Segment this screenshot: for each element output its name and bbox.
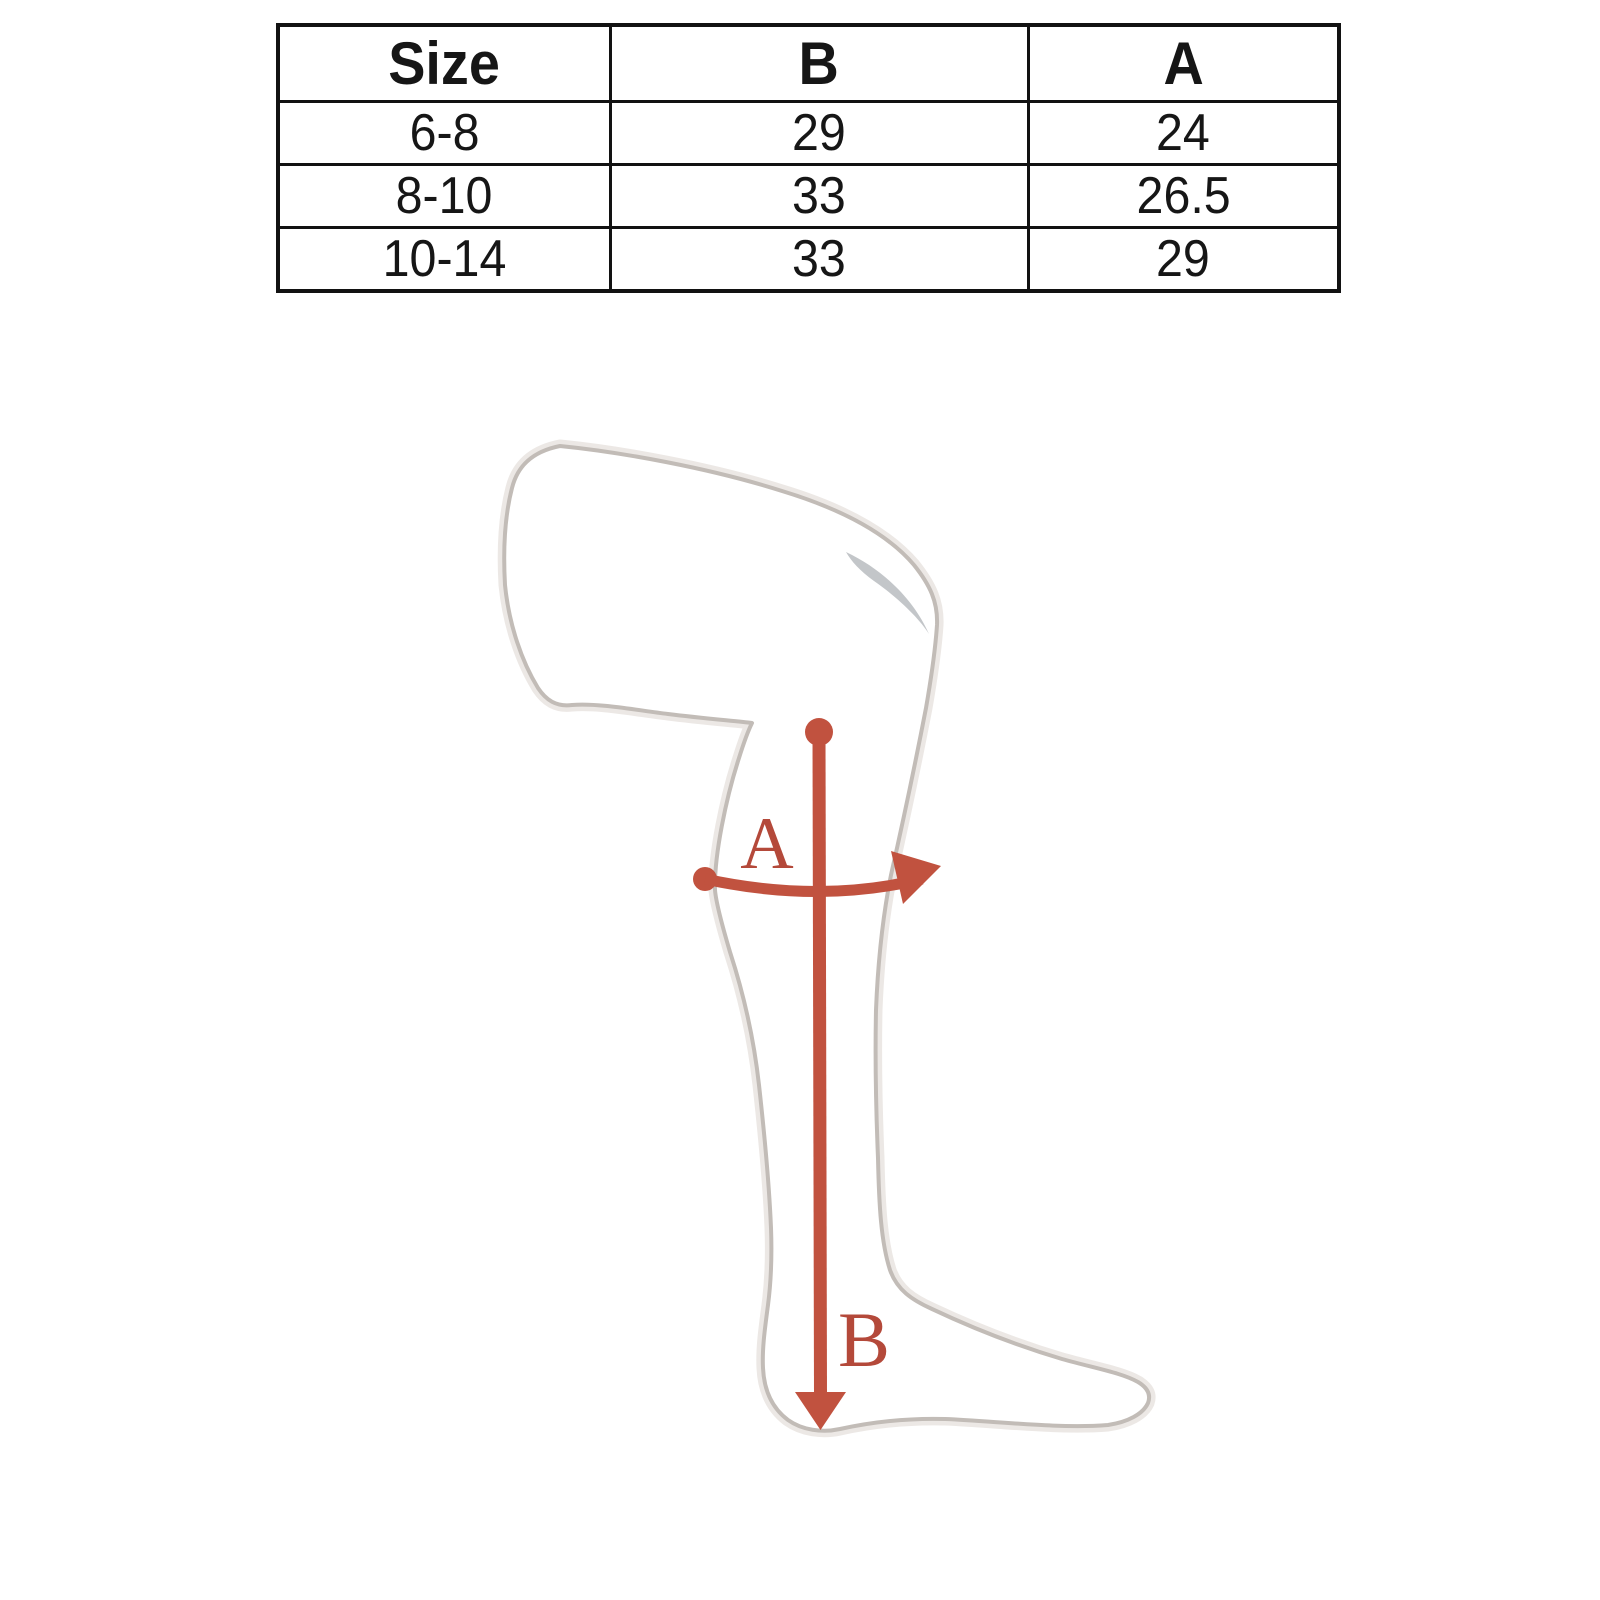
measure-b-line	[819, 738, 821, 1396]
col-header-size: Size	[278, 25, 610, 102]
measure-a-arrowhead-icon	[891, 851, 941, 904]
col-header-a: A	[1028, 25, 1339, 102]
cell-b: 33	[610, 165, 1028, 228]
cell-b: 33	[610, 228, 1028, 292]
measurement-label-b: B	[837, 1296, 891, 1383]
cell-size: 10-14	[278, 228, 610, 292]
col-header-b: B	[610, 25, 1028, 102]
cell-size: 8-10	[278, 165, 610, 228]
cell-a: 26.5	[1028, 165, 1339, 228]
cell-size: 6-8	[278, 102, 610, 165]
cell-a: 24	[1028, 102, 1339, 165]
cell-b: 29	[610, 102, 1028, 165]
measurement-label-a: A	[740, 803, 794, 885]
cell-a: 29	[1028, 228, 1339, 292]
